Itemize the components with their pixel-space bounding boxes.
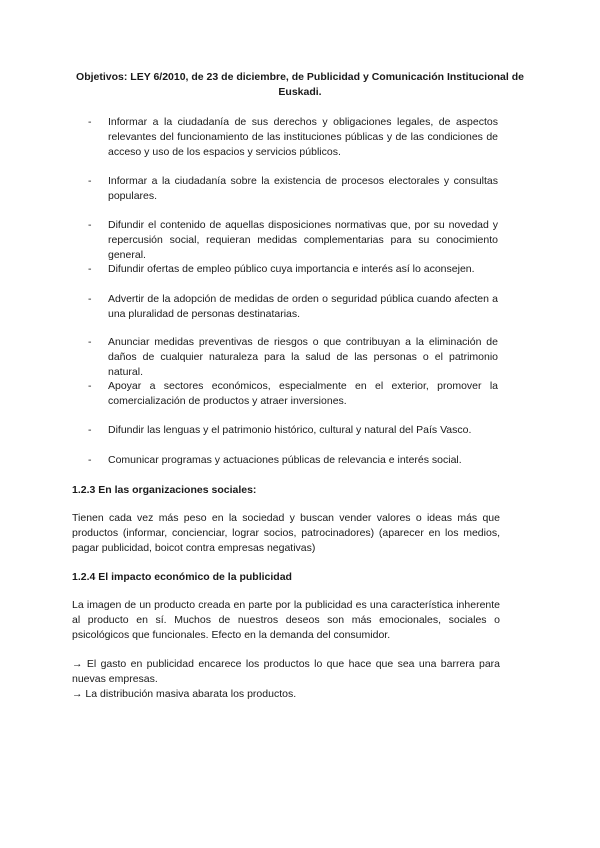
document-title: Objetivos: LEY 6/2010, de 23 de diciembre, de Publicidad y Comunicación Institucional de Euskadi.	[76, 71, 524, 98]
list-item: Difundir el contenido de aquellas disposiciones normativas que, por su novedad y repercusión social, requieran medidas complementarias para su conocimiento general.	[108, 219, 498, 261]
list-item: Informar a la ciudadanía sobre la existencia de procesos electorales y consultas populares.	[108, 175, 498, 202]
section-text-124: La imagen de un producto creada en parte por la publicidad es una característica inherente al producto en sí. Muchos de nuestros deseos son más emocionales, sociales o psicológicos que funcionales. Efecto en la demanda del consumidor.	[72, 599, 500, 641]
section-text-123: Tienen cada vez más peso en la sociedad y buscan vender valores o ideas más que productos (informar, concienciar, lograr socios, patrocinadores) (aparecer en los medios, pagar publicidad, boicot contra empresas negativas)	[72, 512, 500, 554]
list-dash: -	[88, 424, 92, 436]
list-item: Anunciar medidas preventivas de riesgos o que contribuyan a la eliminación de daños de cualquier naturaleza para la salud de las personas o el patrimonio natural.	[108, 336, 498, 378]
list-dash: -	[88, 293, 92, 305]
list-item: Informar a la ciudadanía de sus derechos y obligaciones legales, de aspectos relevantes del funcionamiento de las instituciones públicas y de las condiciones de acceso y uso de los espacios y servicios públicos.	[108, 116, 498, 158]
list-dash: -	[88, 175, 92, 187]
list-dash: -	[88, 219, 92, 231]
section-heading-124: 1.2.4 El impacto económico de la publicidad	[72, 571, 292, 583]
list-dash: -	[88, 263, 92, 275]
list-item: Comunicar programas y actuaciones públicas de relevancia e interés social.	[108, 454, 462, 466]
list-item: Apoyar a sectores económicos, especialmente en el exterior, promover la comercialización de productos y atraer inversiones.	[108, 380, 498, 407]
list-item: Difundir ofertas de empleo público cuya importancia e interés así lo aconsejen.	[108, 263, 475, 275]
list-dash: -	[88, 116, 92, 128]
list-item: Advertir de la adopción de medidas de orden o seguridad pública cuando afecten a una pluralidad de personas destinatarias.	[108, 293, 498, 320]
list-dash: -	[88, 380, 92, 392]
list-item: Difundir las lenguas y el patrimonio histórico, cultural y natural del País Vasco.	[108, 424, 472, 436]
list-dash: -	[88, 336, 92, 348]
arrow-note-1: → El gasto en publicidad encarece los productos lo que hace que sea una barrera para nuevas empresas.	[72, 658, 500, 685]
list-dash: -	[88, 454, 92, 466]
arrow-note-2: → La distribución masiva abarata los productos.	[72, 688, 297, 700]
section-heading-123: 1.2.3 En las organizaciones sociales:	[72, 484, 257, 496]
